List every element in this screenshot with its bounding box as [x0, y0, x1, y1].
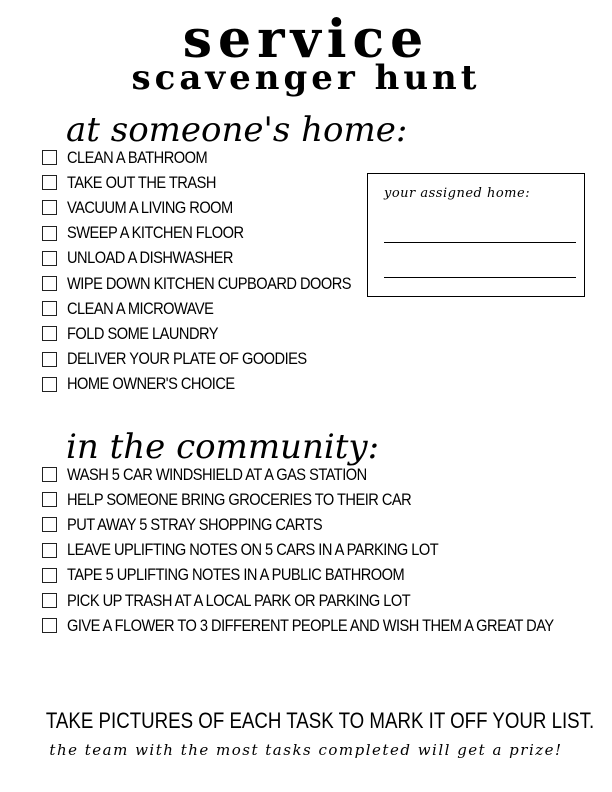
list-item [42, 296, 397, 321]
list-item [42, 462, 612, 487]
assigned-home-label: your assigned home: [384, 186, 531, 201]
task-checkbox[interactable] [42, 492, 57, 507]
task-checkbox[interactable] [42, 301, 57, 316]
task-checkbox[interactable] [42, 568, 57, 583]
list-item [42, 246, 397, 271]
footer-instruction: TAKE PICTURES OF EACH TASK TO MARK IT OFF YOUR LIST. [45, 708, 595, 733]
task-checkbox[interactable] [42, 467, 57, 482]
task-label: VACUUM A LIVING ROOM [67, 197, 233, 217]
page-title: service [182, 9, 430, 70]
task-checkbox[interactable] [42, 517, 57, 532]
task-label: SWEEP A KITCHEN FLOOR [67, 223, 244, 243]
task-label: TAKE OUT THE TRASH [67, 172, 216, 192]
task-label: GIVE A FLOWER TO 3 DIFFERENT PEOPLE AND WISH THEM A GREAT DAY [67, 615, 554, 635]
community-task-list [42, 462, 612, 638]
task-checkbox[interactable] [42, 543, 57, 558]
list-item [42, 347, 397, 372]
task-label: HELP SOMEONE BRING GROCERIES TO THEIR CAR [67, 489, 412, 509]
list-item [42, 321, 397, 346]
list-item [42, 170, 397, 195]
list-item [42, 512, 612, 537]
community-section-heading: in the community: [66, 427, 380, 467]
footer-prize-note: the team with the most tasks completed will get a prize! [49, 741, 563, 759]
task-checkbox[interactable] [42, 377, 57, 392]
task-checkbox[interactable] [42, 352, 57, 367]
task-label: LEAVE UPLIFTING NOTES ON 5 CARS IN A PARKING LOT [67, 540, 439, 560]
task-label: HOME OWNER'S CHOICE [67, 374, 235, 394]
assigned-home-line-1[interactable] [384, 222, 576, 243]
task-checkbox[interactable] [42, 226, 57, 241]
task-label: FOLD SOME LAUNDRY [67, 323, 219, 343]
list-item [42, 613, 612, 638]
task-checkbox[interactable] [42, 326, 57, 341]
task-label: WIPE DOWN KITCHEN CUPBOARD DOORS [67, 273, 352, 293]
assigned-home-line-2[interactable] [384, 257, 576, 278]
task-label: TAPE 5 UPLIFTING NOTES IN A PUBLIC BATHROOM [67, 565, 405, 585]
list-item [42, 588, 612, 613]
task-checkbox[interactable] [42, 251, 57, 266]
task-label: PICK UP TRASH AT A LOCAL PARK OR PARKING LOT [67, 590, 411, 610]
list-item [42, 372, 397, 397]
task-label: CLEAN A MICROWAVE [67, 298, 214, 318]
task-label: CLEAN A BATHROOM [67, 147, 208, 167]
task-label: UNLOAD A DISHWASHER [67, 248, 233, 268]
task-label: PUT AWAY 5 STRAY SHOPPING CARTS [67, 514, 323, 534]
list-item [42, 221, 397, 246]
list-item [42, 145, 397, 170]
list-item [42, 487, 612, 512]
task-checkbox[interactable] [42, 200, 57, 215]
task-checkbox[interactable] [42, 175, 57, 190]
home-section-heading: at someone's home: [66, 110, 408, 150]
task-checkbox[interactable] [42, 150, 57, 165]
task-label: DELIVER YOUR PLATE OF GOODIES [67, 349, 307, 369]
assigned-home-box [367, 173, 585, 297]
list-item [42, 538, 612, 563]
task-checkbox[interactable] [42, 618, 57, 633]
task-label: WASH 5 CAR WINDSHIELD AT A GAS STATION [67, 464, 367, 484]
list-item [42, 195, 397, 220]
task-checkbox[interactable] [42, 593, 57, 608]
task-checkbox[interactable] [42, 276, 57, 291]
page-subtitle: scavenger hunt [131, 58, 481, 98]
home-task-list [42, 145, 397, 397]
list-item [42, 563, 612, 588]
list-item [42, 271, 397, 296]
